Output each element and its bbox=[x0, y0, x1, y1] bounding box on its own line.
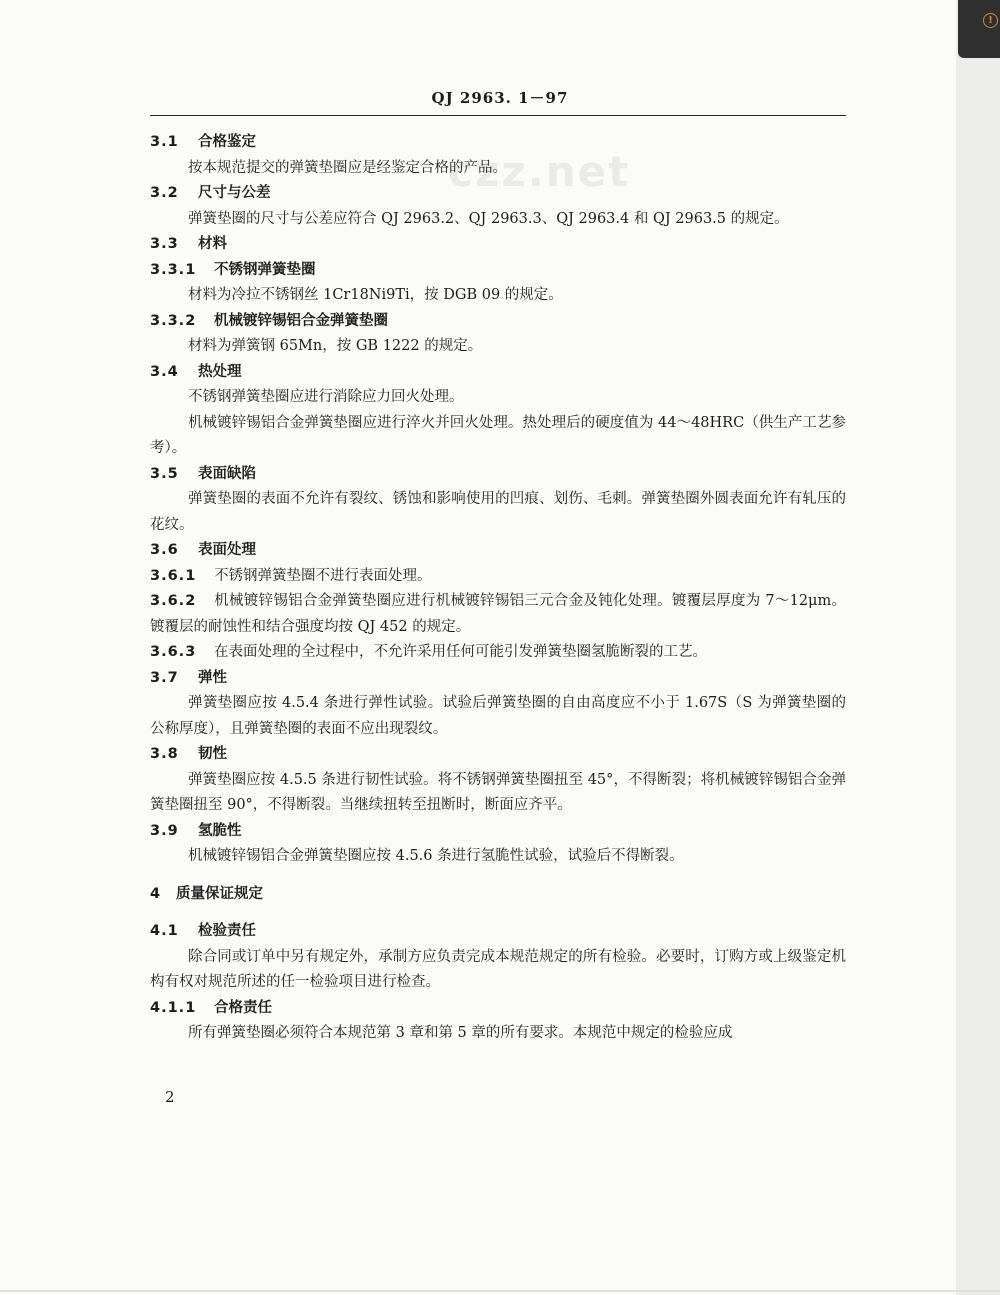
section-heading: 3.5 表面缺陷 bbox=[150, 465, 256, 482]
paragraph: 弹簧垫圈的尺寸与公差应符合 QJ 2963.2、QJ 2963.3、QJ 2963.4 和 QJ 2963.5 的规定。 bbox=[188, 210, 789, 227]
header-rule bbox=[150, 115, 846, 116]
section-heading: 3.8 韧性 bbox=[150, 746, 227, 762]
paragraph: 按本规范提交的弹簧垫圈应是经鉴定合格的产品。 bbox=[188, 159, 507, 176]
document-code-header: QJ 2963. 1－97 bbox=[431, 89, 569, 107]
section-heading: 3.2 尺寸与公差 bbox=[150, 185, 271, 201]
paragraph: 材料为弹簧钢 65Mn，按 GB 1222 的规定。 bbox=[188, 338, 483, 354]
clause: 3.6.1 不锈钢弹簧垫圈不进行表面处理。 bbox=[150, 567, 432, 584]
paragraph: 弹簧垫圈应按 4.5.4 条进行弹性试验。试验后弹簧垫圈的自由高度应不小于 1.67S（S 为弹簧垫圈的公称厚度），且弹簧垫圈的表面不应出现裂纹。 bbox=[150, 695, 846, 737]
section-heading: 3.3 材料 bbox=[150, 236, 227, 252]
subsection-heading: 4.1.1 合格责任 bbox=[150, 999, 272, 1016]
alert-icon[interactable]: ! bbox=[983, 13, 998, 28]
paragraph: 机械镀锌锡铝合金弹簧垫圈应进行淬火并回火处理。热处理后的硬度值为 44～48HRC（供生产工艺参考）。 bbox=[150, 414, 846, 456]
section-heading: 3.7 弹性 bbox=[150, 669, 227, 686]
clause: 3.6.3 在表面处理的全过程中，不允许采用任何可能引发弹簧垫圈氢脆断裂的工艺。 bbox=[150, 644, 707, 660]
paragraph: 弹簧垫圈的表面不允许有裂纹、锈蚀和影响使用的凹痕、划伤、毛刺。弹簧垫圈外圆表面允许有轧压的花纹。 bbox=[150, 491, 846, 533]
paragraph: 所有弹簧垫圈必须符合本规范第 3 章和第 5 章的所有要求。本规范中规定的检验应成 bbox=[188, 1025, 733, 1041]
clause: 3.6.2 机械镀锌锡铝合金弹簧垫圈应进行机械镀锌锡铝三元合金及钝化处理。镀覆层厚度为 7～12μm。镀覆层的耐蚀性和结合强度均按 QJ 452 的规定。 bbox=[150, 593, 846, 635]
subsection-heading: 3.3.1 不锈钢弹簧垫圈 bbox=[150, 261, 316, 278]
viewer-margin bbox=[956, 0, 1000, 1295]
page-number: 2 bbox=[165, 1088, 175, 1106]
section-heading: 3.6 表面处理 bbox=[150, 542, 256, 558]
subsection-heading: 3.3.2 机械镀锌锡铝合金弹簧垫圈 bbox=[150, 312, 388, 329]
section-heading: 3.1 合格鉴定 bbox=[150, 134, 256, 150]
watermark: czz.net bbox=[448, 147, 631, 196]
paragraph: 不锈钢弹簧垫圈应进行消除应力回火处理。 bbox=[188, 389, 464, 405]
paragraph: 机械镀锌锡铝合金弹簧垫圈应按 4.5.6 条进行氢脆性试验，试验后不得断裂。 bbox=[188, 848, 684, 864]
section-heading: 3.4 热处理 bbox=[150, 363, 242, 380]
paragraph: 除合同或订单中另有规定外，承制方应负责完成本规范规定的所有检验。必要时，订购方或上级鉴定机构有权对规范所述的任一检验项目进行检查。 bbox=[150, 948, 846, 990]
document-body bbox=[150, 130, 846, 1047]
notification-popup[interactable] bbox=[958, 0, 1000, 58]
divider bbox=[0, 1290, 1000, 1292]
section-heading: 4.1 检验责任 bbox=[150, 923, 256, 939]
paragraph: 弹簧垫圈应按 4.5.5 条进行韧性试验。将不锈钢弹簧垫圈扭至 45°，不得断裂；将机械镀锌锡铝合金弹簧垫圈扭至 90°，不得断裂。当继续扭转至扭断时，断面应齐平。 bbox=[150, 771, 846, 813]
paragraph: 材料为冷拉不锈钢丝 1Cr18Ni9Ti，按 DGB 09 的规定。 bbox=[188, 287, 563, 303]
chapter-heading: 4 质量保证规定 bbox=[150, 885, 263, 902]
section-heading: 3.9 氢脆性 bbox=[150, 822, 242, 839]
